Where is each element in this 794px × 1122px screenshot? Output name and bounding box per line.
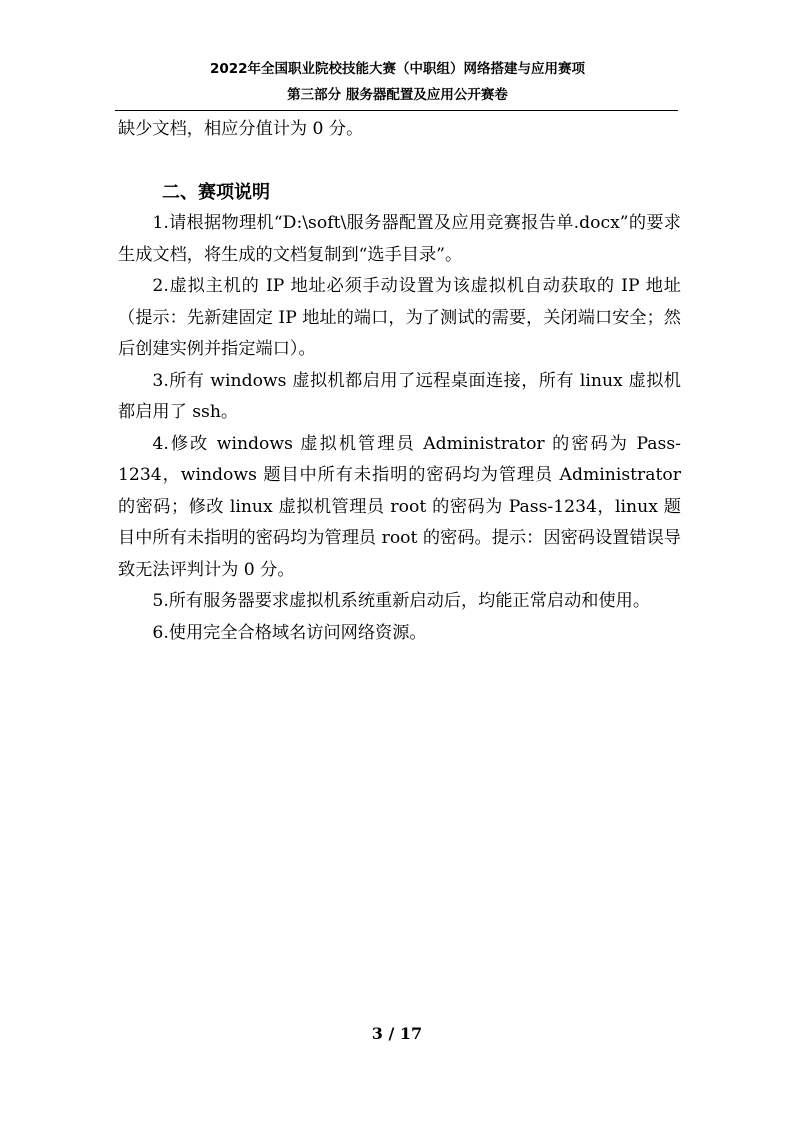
- instruction-item-5: 5.所有服务器要求虚拟机系统重新启动后，均能正常启动和使用。: [152, 591, 651, 611]
- document-body: [118, 114, 681, 649]
- instruction-item-2: 2.虚拟主机的 IP 地址必须手动设置为该虚拟机自动获取的 IP 地址（提示：先新建固定 IP 地址的端口，为了测试的需要，关闭端口安全；然后创建实例并指定端口）。: [118, 276, 681, 359]
- instruction-item-1: 1.请根据物理机“D:\soft\服务器配置及应用竞赛报告单.docx”的要求生成文档，将生成的文档复制到“选手目录”。: [118, 213, 681, 265]
- continuation-paragraph: 缺少文档，相应分值计为 0 分。: [118, 119, 364, 139]
- header-subtitle: 第三部分 服务器配置及应用公开赛卷: [287, 87, 508, 103]
- header-title: 2022年全国职业院校技能大赛（中职组）网络搭建与应用赛项: [209, 61, 586, 77]
- instruction-item-6: 6.使用完全合格域名访问网络资源。: [152, 622, 427, 643]
- page-header: [115, 56, 680, 108]
- instruction-item-3: 3.所有 windows 虚拟机都启用了远程桌面连接，所有 linux 虚拟机都启用了 ssh。: [118, 370, 681, 422]
- header-divider: [115, 110, 678, 111]
- page-number: 3 / 17: [371, 1024, 423, 1043]
- section-heading: 二、赛项说明: [162, 181, 270, 203]
- instruction-item-4: 4.修改 windows 虚拟机管理员 Administrator 的密码为 Pass-1234，windows 题目中所有未指明的密码均为管理员 Administrator 的密码；修改 linux 虚拟机管理员 root 的密码为 Pass-1234，linux 题目中所有未指明的密码均为管理员 root 的密码。提示：因密码设置错误导致无法评判计为 0 分。: [118, 433, 681, 580]
